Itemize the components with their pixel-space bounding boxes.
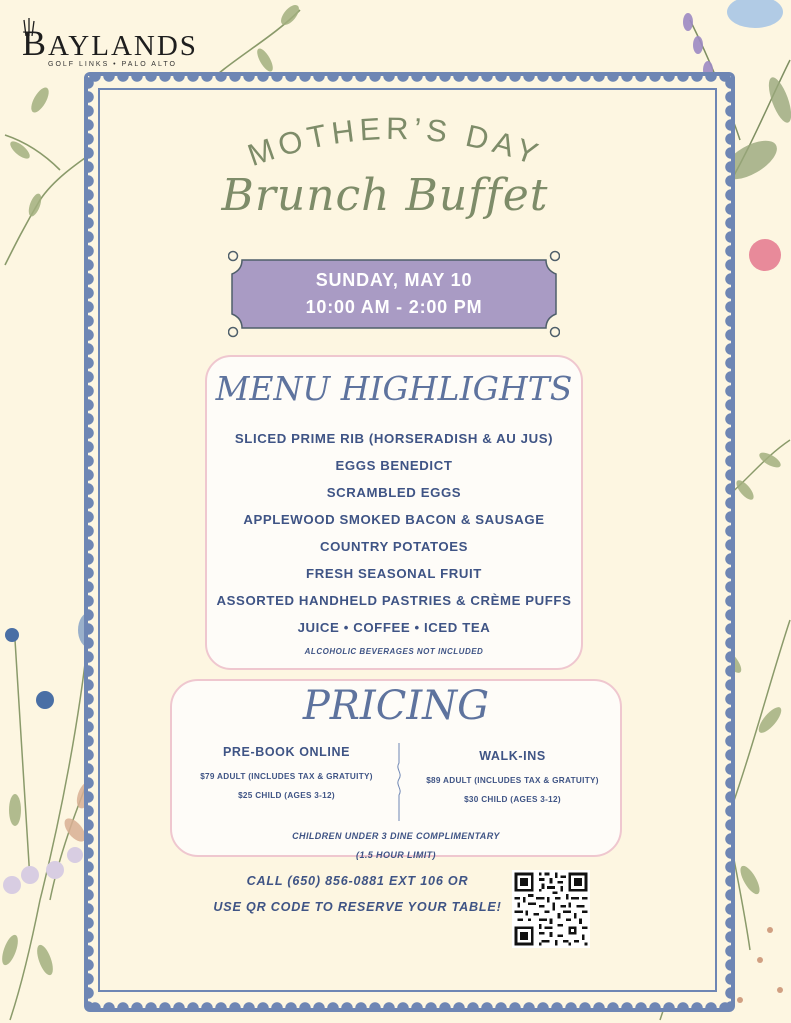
menu-list	[207, 425, 581, 641]
menu-heading: MENU HIGHLIGHTS	[215, 369, 573, 408]
menu-item: FRESH SEASONAL FRUIT	[306, 566, 482, 581]
prebook-adult-price: $79 ADULT (INCLUDES TAX & GRATUITY)	[200, 772, 373, 781]
reservation-cta	[210, 868, 505, 920]
cta-line-2: USE QR CODE TO RESERVE YOUR TABLE!	[213, 900, 502, 914]
logo-tagline: GOLF LINKS • PALO ALTO	[48, 61, 177, 68]
menu-note: ALCOHOLIC BEVERAGES NOT INCLUDED	[304, 647, 484, 656]
prebook-column	[184, 745, 389, 805]
date-plaque	[228, 250, 560, 338]
prebook-label: PRE-BOOK ONLINE	[222, 745, 351, 759]
logo-wordmark: BAYLANDS	[22, 23, 198, 63]
cta-line-1: CALL (650) 856-0881 EXT 106 OR	[246, 874, 469, 888]
title-line-1-text: MOTHER’S DAY	[243, 110, 547, 174]
event-date: SUNDAY, MAY 10	[315, 270, 473, 290]
date-text	[228, 267, 560, 321]
menu-item: COUNTRY POTATOES	[319, 539, 469, 554]
walkin-adult-price: $89 ADULT (INCLUDES TAX & GRATUITY)	[426, 776, 599, 785]
pricing-box	[170, 679, 622, 860]
event-time: 10:00 AM - 2:00 PM	[305, 297, 483, 317]
qr-code[interactable]	[512, 870, 590, 948]
walkin-child-price: $30 CHILD (AGES 3-12)	[464, 795, 561, 804]
pricing-note-line-1: CHILDREN UNDER 3 DINE COMPLIMENTARY	[292, 831, 500, 841]
pricing-note	[172, 827, 620, 865]
title-line-2: Brunch Buffet	[221, 170, 549, 221]
walkin-label: WALK-INS	[479, 749, 546, 763]
menu-item: EGGS BENEDICT	[335, 458, 453, 473]
baylands-logo	[18, 18, 198, 70]
menu-item: SLICED PRIME RIB (HORSERADISH & AU JUS)	[234, 431, 554, 446]
svg-text:MOTHER’S DAY	[243, 111, 547, 173]
menu-highlights-box	[205, 355, 583, 670]
walkin-column	[410, 745, 615, 809]
menu-item: ASSORTED HANDHELD PASTRIES & CRÈME PUFFS	[216, 593, 572, 608]
menu-item: SCRAMBLED EGGS	[326, 485, 462, 500]
squiggle-divider	[394, 743, 404, 821]
pricing-note-line-2: (1.5 HOUR LIMIT)	[356, 850, 436, 860]
menu-item: APPLEWOOD SMOKED BACON & SAUSAGE	[243, 512, 545, 527]
menu-item: JUICE • COFFEE • ICED TEA	[297, 620, 491, 635]
pricing-heading: PRICING	[302, 683, 490, 729]
prebook-child-price: $25 CHILD (AGES 3-12)	[238, 791, 335, 800]
